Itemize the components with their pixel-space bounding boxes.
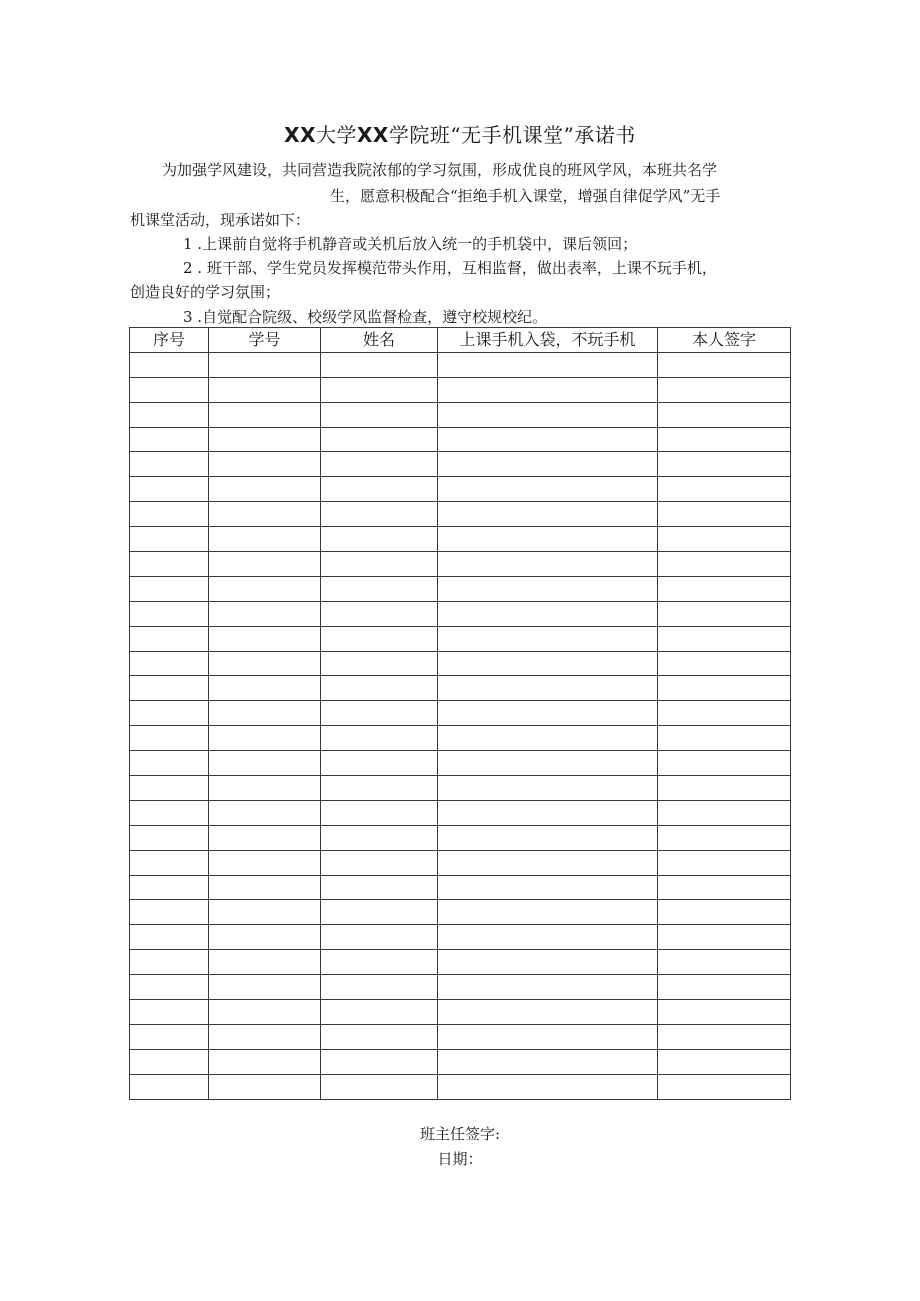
serial-cell[interactable]: [130, 651, 209, 676]
student-id-cell[interactable]: [209, 427, 321, 452]
serial-cell[interactable]: [130, 800, 209, 825]
signature-cell[interactable]: [658, 1024, 791, 1049]
serial-cell[interactable]: [130, 1049, 209, 1074]
table-row: [130, 477, 791, 502]
name-cell[interactable]: [321, 925, 438, 950]
phone-pledge-cell[interactable]: [438, 950, 658, 975]
document-title: [0, 122, 920, 148]
serial-cell[interactable]: [130, 502, 209, 527]
signature-cell[interactable]: [658, 452, 791, 477]
table-row: [130, 925, 791, 950]
name-cell[interactable]: [321, 552, 438, 577]
table-row: [130, 377, 791, 402]
signature-cell[interactable]: [658, 552, 791, 577]
serial-cell[interactable]: [130, 527, 209, 552]
phone-pledge-cell[interactable]: [438, 900, 658, 925]
student-id-cell[interactable]: [209, 352, 321, 377]
table-row: [130, 651, 791, 676]
table-row: [130, 776, 791, 801]
student-id-cell[interactable]: [209, 1049, 321, 1074]
name-cell[interactable]: [321, 726, 438, 751]
name-cell[interactable]: [321, 377, 438, 402]
name-cell[interactable]: [321, 800, 438, 825]
intro-line-1: 为加强学风建设，共同营造我院浓郁的学习氛围，形成优良的班风学风，本班共名学: [162, 161, 718, 179]
serial-cell[interactable]: [130, 377, 209, 402]
student-id-cell[interactable]: [209, 626, 321, 651]
header-serial-number: 序号: [130, 328, 209, 353]
teacher-signature-label: 班主任签字:: [419, 1125, 501, 1143]
signature-cell[interactable]: [658, 776, 791, 801]
phone-pledge-cell[interactable]: [438, 477, 658, 502]
signature-cell[interactable]: [658, 527, 791, 552]
student-id-cell[interactable]: [209, 900, 321, 925]
serial-cell[interactable]: [130, 477, 209, 502]
student-id-cell[interactable]: [209, 502, 321, 527]
table-row: [130, 1049, 791, 1074]
serial-cell[interactable]: [130, 576, 209, 601]
signature-cell[interactable]: [658, 900, 791, 925]
title-part1: 大学: [316, 123, 358, 147]
signature-cell[interactable]: [658, 601, 791, 626]
name-cell[interactable]: [321, 601, 438, 626]
signature-cell[interactable]: [658, 502, 791, 527]
student-id-cell[interactable]: [209, 402, 321, 427]
name-cell[interactable]: [321, 477, 438, 502]
table-row: [130, 875, 791, 900]
name-cell[interactable]: [321, 900, 438, 925]
serial-cell[interactable]: [130, 776, 209, 801]
table-row: [130, 626, 791, 651]
name-cell[interactable]: [321, 751, 438, 776]
phone-pledge-cell[interactable]: [438, 502, 658, 527]
name-cell[interactable]: [321, 850, 438, 875]
name-cell[interactable]: [321, 527, 438, 552]
table-row: [130, 726, 791, 751]
intro-line-2: 生，愿意积极配合“拒绝手机入课堂，增强自律促学风”无手: [330, 187, 721, 205]
name-cell[interactable]: [321, 975, 438, 1000]
serial-cell[interactable]: [130, 825, 209, 850]
student-id-cell[interactable]: [209, 1024, 321, 1049]
table-row: [130, 601, 791, 626]
signature-cell[interactable]: [658, 825, 791, 850]
student-id-cell[interactable]: [209, 452, 321, 477]
serial-cell[interactable]: [130, 452, 209, 477]
name-cell[interactable]: [321, 1049, 438, 1074]
table-row: [130, 825, 791, 850]
pledge-item-1: 1 .上课前自觉将手机静音或关机后放入统一的手机袋中，课后领回；: [183, 235, 638, 253]
student-id-cell[interactable]: [209, 377, 321, 402]
student-id-cell[interactable]: [209, 850, 321, 875]
student-id-cell[interactable]: [209, 552, 321, 577]
signature-cell[interactable]: [658, 377, 791, 402]
student-id-cell[interactable]: [209, 751, 321, 776]
signature-cell[interactable]: [658, 751, 791, 776]
table-row: [130, 402, 791, 427]
serial-cell[interactable]: [130, 875, 209, 900]
pledge-item-2: 2 . 班干部、学生党员发挥模范带头作用，互相监督，做出表率，上课不玩手机，: [183, 259, 717, 277]
serial-cell[interactable]: [130, 726, 209, 751]
name-cell[interactable]: [321, 776, 438, 801]
title-prefix: XX: [284, 123, 317, 147]
name-cell[interactable]: [321, 502, 438, 527]
header-student-id: 学号: [209, 328, 321, 353]
student-id-cell[interactable]: [209, 776, 321, 801]
phone-pledge-cell[interactable]: [438, 1049, 658, 1074]
phone-pledge-cell[interactable]: [438, 1074, 658, 1099]
header-phone-pledge: 上课手机入袋，不玩手机: [438, 328, 658, 353]
serial-cell[interactable]: [130, 975, 209, 1000]
table-row: [130, 950, 791, 975]
date-label: 日期：: [437, 1150, 483, 1168]
student-id-cell[interactable]: [209, 527, 321, 552]
pledge-item-2-continued: 创造良好的学习氛围；: [130, 283, 281, 301]
phone-pledge-cell[interactable]: [438, 576, 658, 601]
title-part2: 学院班“无手机课堂”承诺书: [388, 123, 636, 147]
serial-cell[interactable]: [130, 1074, 209, 1099]
signature-cell[interactable]: [658, 651, 791, 676]
signature-cell[interactable]: [658, 427, 791, 452]
signature-cell[interactable]: [658, 800, 791, 825]
table-row: [130, 1000, 791, 1025]
signature-cell[interactable]: [658, 975, 791, 1000]
name-cell[interactable]: [321, 1074, 438, 1099]
table-row: [130, 975, 791, 1000]
table-row: [130, 701, 791, 726]
serial-cell[interactable]: [130, 552, 209, 577]
phone-pledge-cell[interactable]: [438, 726, 658, 751]
signature-cell[interactable]: [658, 1000, 791, 1025]
table-row: [130, 352, 791, 377]
name-cell[interactable]: [321, 352, 438, 377]
phone-pledge-cell[interactable]: [438, 676, 658, 701]
student-id-cell[interactable]: [209, 925, 321, 950]
table-row: [130, 502, 791, 527]
name-cell[interactable]: [321, 651, 438, 676]
serial-cell[interactable]: [130, 352, 209, 377]
signature-cell[interactable]: [658, 925, 791, 950]
name-cell[interactable]: [321, 427, 438, 452]
phone-pledge-cell[interactable]: [438, 552, 658, 577]
signature-cell[interactable]: [658, 875, 791, 900]
phone-pledge-cell[interactable]: [438, 651, 658, 676]
table-row: [130, 1074, 791, 1099]
student-id-cell[interactable]: [209, 950, 321, 975]
signature-cell[interactable]: [658, 850, 791, 875]
serial-cell[interactable]: [130, 402, 209, 427]
table-header-row: [130, 328, 791, 353]
name-cell[interactable]: [321, 950, 438, 975]
name-cell[interactable]: [321, 1000, 438, 1025]
serial-cell[interactable]: [130, 925, 209, 950]
table-row: [130, 527, 791, 552]
student-id-cell[interactable]: [209, 601, 321, 626]
table-row: [130, 676, 791, 701]
phone-pledge-cell[interactable]: [438, 402, 658, 427]
table-row: [130, 751, 791, 776]
table-row: [130, 800, 791, 825]
name-cell[interactable]: [321, 825, 438, 850]
serial-cell[interactable]: [130, 676, 209, 701]
signature-cell[interactable]: [658, 352, 791, 377]
table-row: [130, 427, 791, 452]
table-row: [130, 452, 791, 477]
student-id-cell[interactable]: [209, 651, 321, 676]
signature-cell[interactable]: [658, 950, 791, 975]
phone-pledge-cell[interactable]: [438, 825, 658, 850]
phone-pledge-cell[interactable]: [438, 377, 658, 402]
name-cell[interactable]: [321, 576, 438, 601]
signature-cell[interactable]: [658, 1074, 791, 1099]
phone-pledge-cell[interactable]: [438, 850, 658, 875]
phone-pledge-cell[interactable]: [438, 352, 658, 377]
student-id-cell[interactable]: [209, 975, 321, 1000]
phone-pledge-cell[interactable]: [438, 527, 658, 552]
phone-pledge-cell[interactable]: [438, 776, 658, 801]
student-id-cell[interactable]: [209, 576, 321, 601]
phone-pledge-cell[interactable]: [438, 925, 658, 950]
student-id-cell[interactable]: [209, 825, 321, 850]
phone-pledge-cell[interactable]: [438, 1024, 658, 1049]
title-mid: XX: [357, 123, 389, 147]
name-cell[interactable]: [321, 452, 438, 477]
signature-cell[interactable]: [658, 576, 791, 601]
table-row: [130, 1024, 791, 1049]
phone-pledge-cell[interactable]: [438, 800, 658, 825]
serial-cell[interactable]: [130, 626, 209, 651]
student-id-cell[interactable]: [209, 800, 321, 825]
signature-cell[interactable]: [658, 726, 791, 751]
phone-pledge-cell[interactable]: [438, 452, 658, 477]
phone-pledge-cell[interactable]: [438, 427, 658, 452]
name-cell[interactable]: [321, 626, 438, 651]
phone-pledge-cell[interactable]: [438, 626, 658, 651]
phone-pledge-cell[interactable]: [438, 701, 658, 726]
phone-pledge-cell[interactable]: [438, 875, 658, 900]
signature-cell[interactable]: [658, 1049, 791, 1074]
phone-pledge-cell[interactable]: [438, 1000, 658, 1025]
serial-cell[interactable]: [130, 427, 209, 452]
table-row: [130, 576, 791, 601]
signature-cell[interactable]: [658, 402, 791, 427]
student-id-cell[interactable]: [209, 676, 321, 701]
serial-cell[interactable]: [130, 900, 209, 925]
serial-cell[interactable]: [130, 950, 209, 975]
serial-cell[interactable]: [130, 601, 209, 626]
signature-cell[interactable]: [658, 676, 791, 701]
name-cell[interactable]: [321, 676, 438, 701]
header-name: 姓名: [321, 328, 438, 353]
student-id-cell[interactable]: [209, 875, 321, 900]
serial-cell[interactable]: [130, 701, 209, 726]
phone-pledge-cell[interactable]: [438, 601, 658, 626]
name-cell[interactable]: [321, 701, 438, 726]
serial-cell[interactable]: [130, 850, 209, 875]
student-id-cell[interactable]: [209, 477, 321, 502]
phone-pledge-cell[interactable]: [438, 975, 658, 1000]
serial-cell[interactable]: [130, 1024, 209, 1049]
student-id-cell[interactable]: [209, 1000, 321, 1025]
student-id-cell[interactable]: [209, 726, 321, 751]
phone-pledge-cell[interactable]: [438, 751, 658, 776]
header-signature: 本人签字: [658, 328, 791, 353]
signature-table: [129, 327, 791, 1100]
name-cell[interactable]: [321, 875, 438, 900]
intro-line-3: 机课堂活动，现承诺如下：: [130, 211, 311, 229]
table-body: [130, 352, 791, 1099]
signature-cell[interactable]: [658, 701, 791, 726]
table-row: [130, 900, 791, 925]
serial-cell[interactable]: [130, 1000, 209, 1025]
serial-cell[interactable]: [130, 751, 209, 776]
student-id-cell[interactable]: [209, 1074, 321, 1099]
pledge-item-3: 3 .自觉配合院级、校级学风监督检查，遵守校规校纪。: [183, 308, 548, 326]
student-id-cell[interactable]: [209, 701, 321, 726]
signature-cell[interactable]: [658, 477, 791, 502]
name-cell[interactable]: [321, 402, 438, 427]
signature-cell[interactable]: [658, 626, 791, 651]
table-row: [130, 552, 791, 577]
name-cell[interactable]: [321, 1024, 438, 1049]
table-row: [130, 850, 791, 875]
